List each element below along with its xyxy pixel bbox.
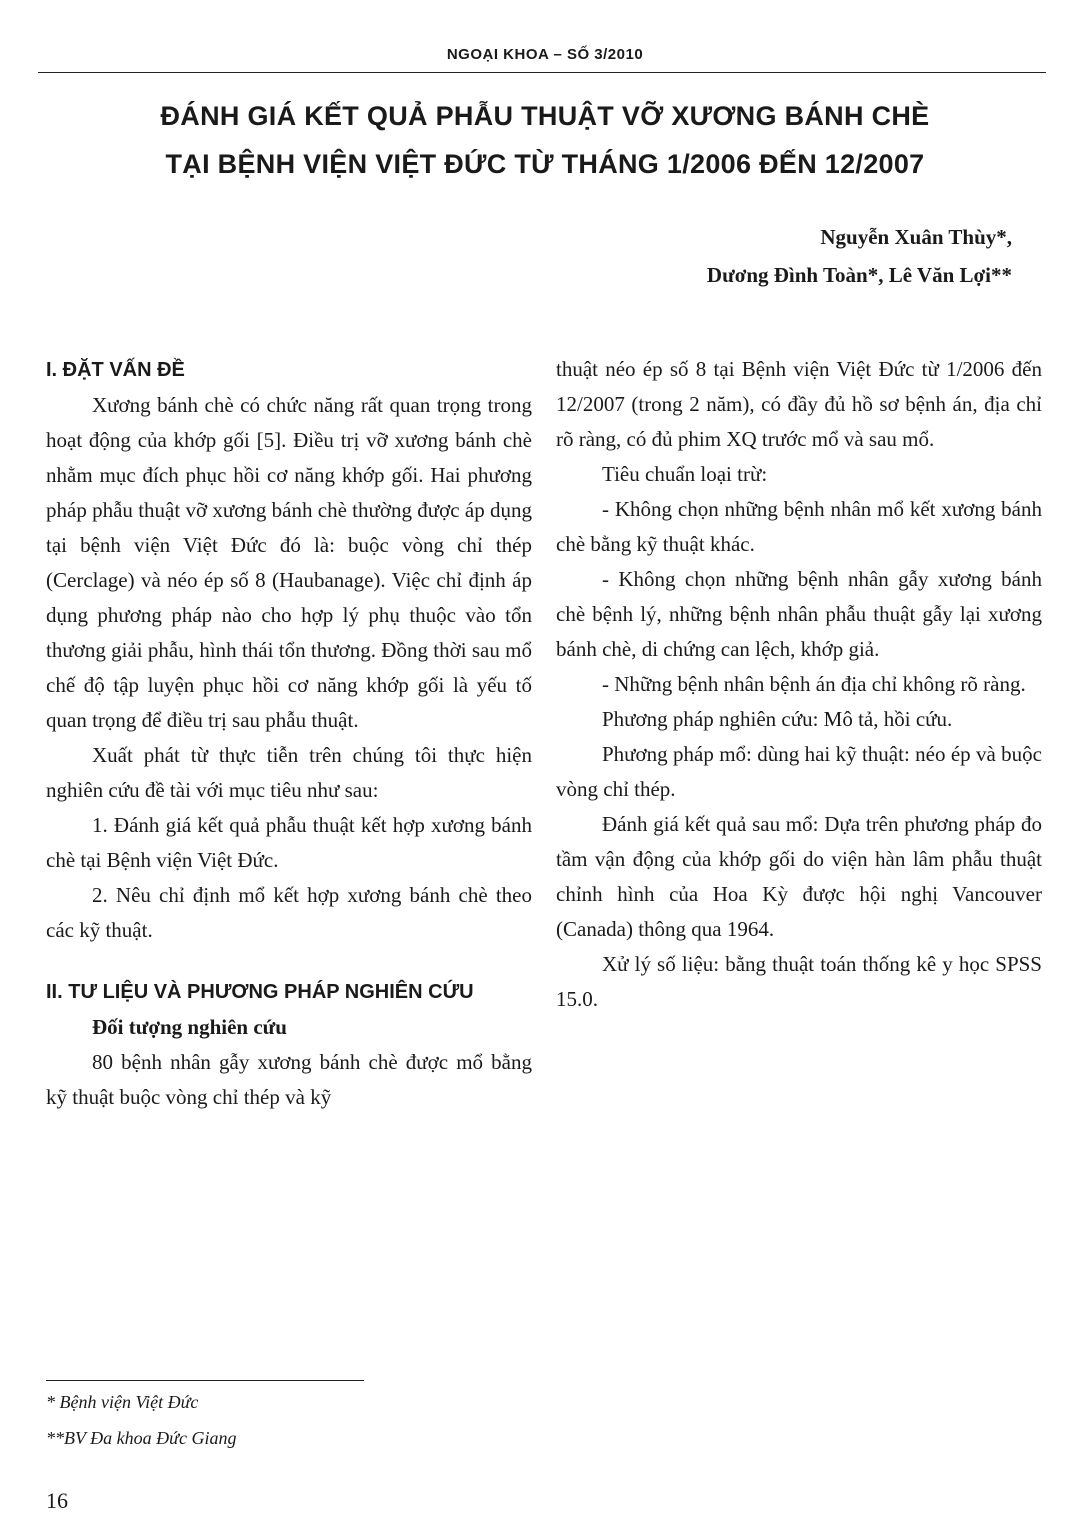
authors-line-2: Dương Đình Toàn*, Lê Văn Lợi** — [706, 263, 1012, 287]
exclusion-item: - Không chọn những bệnh nhân gẫy xương bánh chè bệnh lý, những bệnh nhân phẫu thuật gẫy lại xương bánh chè, di chứng can lệch, khớp giả. — [556, 567, 1042, 661]
authors-line-1: Nguyễn Xuân Thùy*, — [820, 225, 1012, 249]
data-processing: Xử lý số liệu: bằng thuật toán thống kê y học SPSS 15.0. — [556, 952, 1042, 1011]
left-column — [46, 352, 532, 1115]
footnote-1: * Bệnh viện Việt Đức — [46, 1392, 199, 1412]
title-line-1: ĐÁNH GIÁ KẾT QUẢ PHẪU THUẬT VỠ XƯƠNG BÁNH CHÈ — [160, 101, 930, 131]
article-title — [0, 92, 1090, 188]
section-1-paragraph: Xuất phát từ thực tiễn trên chúng tôi thực hiện nghiên cứu đề tài với mục tiêu như sau: — [46, 743, 532, 802]
section-2-subheading: Đối tượng nghiên cứu — [92, 1015, 287, 1039]
title-line-2: TẠI BỆNH VIỆN VIỆT ĐỨC TỪ THÁNG 1/2006 ĐẾN 12/2007 — [165, 149, 925, 179]
objective-item: 2. Nêu chỉ định mổ kết hợp xương bánh chè theo các kỹ thuật. — [46, 883, 532, 942]
footnote-rule — [46, 1380, 364, 1381]
page-number: 16 — [46, 1488, 68, 1513]
right-column — [556, 352, 1042, 1017]
section-1-paragraph: Xương bánh chè có chức năng rất quan trọng trong hoạt động của khớp gối [5]. Điều trị vỡ xương bánh chè nhằm mục đích phục hồi cơ năng khớp gối. Hai phương pháp phẫu thuật vỡ xương bánh chè thường được áp dụng tại bệnh viện Việt Đức đó là: buộc vòng chỉ thép (Cerclage) và néo ép số 8 (Haubanage). Việc chỉ định áp dụng phương pháp nào cho hợp lý phụ thuộc vào tổn thương giải phẫu, hình thái tổn thương. Đồng thời sau mổ chế độ tập luyện phục hồi cơ năng khớp gối là yếu tố quan trọng để điều trị sau phẫu thuật. — [46, 393, 532, 732]
author-block — [707, 218, 1012, 294]
research-method: Phương pháp nghiên cứu: Mô tả, hồi cứu. — [602, 707, 953, 731]
objective-item: 1. Đánh giá kết quả phẫu thuật kết hợp xương bánh chè tại Bệnh viện Việt Đức. — [46, 813, 532, 872]
section-1-heading: I. ĐẶT VẤN ĐỀ — [46, 359, 185, 381]
exclusion-criteria-title: Tiêu chuẩn loại trừ: — [602, 462, 768, 486]
footnote-2: **BV Đa khoa Đức Giang — [46, 1428, 237, 1448]
running-head: NGOẠI KHOA – SỐ 3/2010 — [446, 46, 644, 63]
outcome-evaluation: Đánh giá kết quả sau mổ: Dựa trên phương pháp đo tầm vận động của khớp gối do viện hàn lâm phẫu thuật chỉnh hình của Hoa Kỳ được hội nghị Vancouver (Canada) thông qua 1964. — [556, 812, 1042, 941]
exclusion-item: - Những bệnh nhân bệnh án địa chỉ không rõ ràng. — [602, 672, 1026, 696]
surgical-method: Phương pháp mổ: dùng hai kỹ thuật: néo ép và buộc vòng chỉ thép. — [556, 742, 1042, 801]
exclusion-item: - Không chọn những bệnh nhân mổ kết xương bánh chè bằng kỹ thuật khác. — [556, 497, 1042, 556]
section-2-paragraph: 80 bệnh nhân gẫy xương bánh chè được mổ bằng kỹ thuật buộc vòng chỉ thép và kỹ — [46, 1050, 532, 1109]
section-2-heading: II. TƯ LIỆU VÀ PHƯƠNG PHÁP NGHIÊN CỨU — [46, 981, 474, 1003]
header-rule — [38, 72, 1046, 73]
continued-paragraph: thuật néo ép số 8 tại Bệnh viện Việt Đức từ 1/2006 đến 12/2007 (trong 2 năm), có đầy đủ hồ sơ bệnh án, địa chỉ rõ ràng, có đủ phim XQ trước mổ và sau mổ. — [556, 357, 1042, 451]
